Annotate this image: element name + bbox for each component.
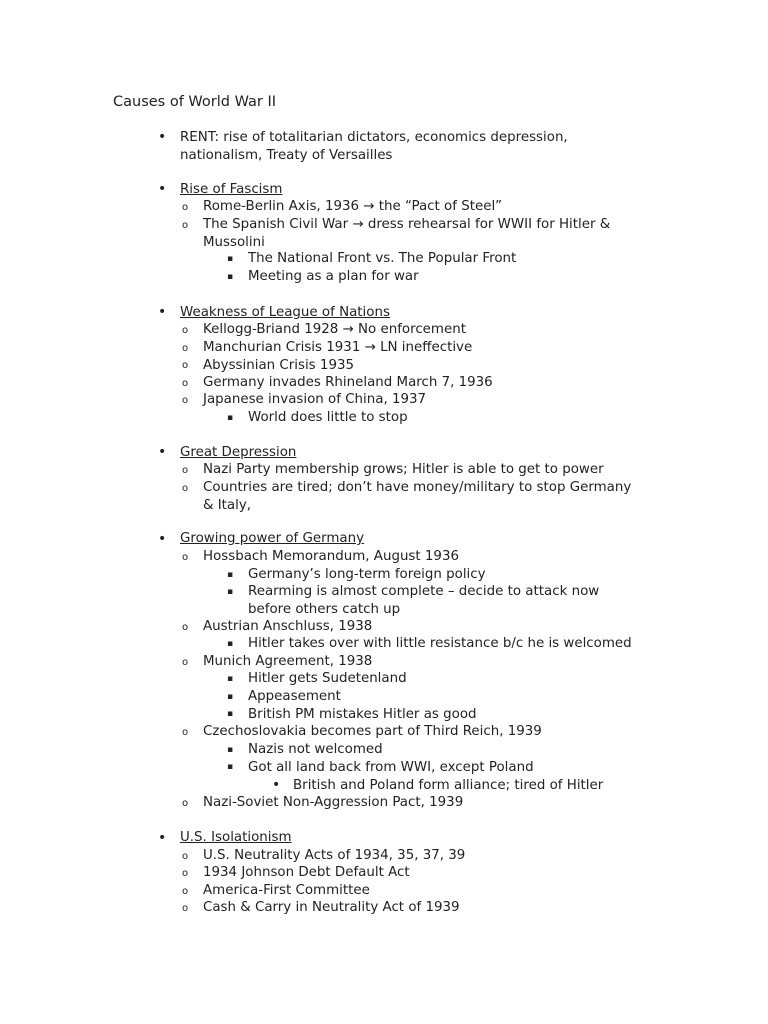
- bullet-level2: o: [182, 343, 189, 354]
- bullet-level2: o: [182, 868, 189, 879]
- bullet-level2: o: [182, 622, 189, 633]
- bullet-level2: o: [182, 325, 189, 336]
- section-heading-germany: Growing power of Germany: [180, 531, 365, 546]
- list-item: Nazi Party membership grows; Hitler is able to get to power: [203, 462, 604, 477]
- list-item: Countries are tired; don’t have money/military to stop Germany: [203, 480, 632, 495]
- list-item-cont: Mussolini: [203, 235, 265, 250]
- list-item: Japanese invasion of China, 1937: [203, 392, 427, 407]
- bullet-level3: ▪: [227, 674, 234, 684]
- bullet-level1: •: [158, 129, 167, 145]
- sub-item-cont: before others catch up: [248, 602, 401, 617]
- sub-item: British PM mistakes Hitler as good: [248, 707, 477, 722]
- bullet-level1: •: [158, 444, 167, 460]
- bullet-level2: o: [182, 220, 189, 231]
- bullet-level2: o: [182, 851, 189, 862]
- sub-item: The National Front vs. The Popular Front: [248, 251, 517, 266]
- bullet-level1: •: [158, 830, 167, 846]
- sub-sub-item: British and Poland form alliance; tired of Hitler: [293, 778, 604, 793]
- bullet-level2: o: [182, 483, 189, 494]
- section-heading-fascism: Rise of Fascism: [180, 182, 283, 197]
- bullet-level1: •: [158, 531, 167, 547]
- section-heading-isolationism: U.S. Isolationism: [180, 830, 292, 845]
- bullet-level2: o: [182, 552, 189, 563]
- list-item: Nazi-Soviet Non-Aggression Pact, 1939: [203, 795, 464, 810]
- sub-item: Rearming is almost complete – decide to attack now: [248, 584, 600, 599]
- bullet-level2: o: [182, 798, 189, 809]
- list-item: Abyssinian Crisis 1935: [203, 358, 354, 373]
- list-item: Austrian Anschluss, 1938: [203, 619, 373, 634]
- bullet-level2: o: [182, 465, 189, 476]
- bullet-level2: o: [182, 395, 189, 406]
- list-item-cont: & Italy,: [203, 498, 252, 513]
- bullet-level2: o: [182, 903, 189, 914]
- sub-item: Nazis not welcomed: [248, 742, 383, 757]
- list-item: Cash & Carry in Neutrality Act of 1939: [203, 900, 460, 915]
- sub-item: Hitler takes over with little resistance b/c he is welcomed: [248, 636, 632, 651]
- bullet-level1: •: [158, 181, 167, 197]
- bullet-level2: o: [182, 657, 189, 668]
- bullet-level3: ▪: [227, 762, 234, 772]
- bullet-level3: ▪: [227, 587, 234, 597]
- list-item: The Spanish Civil War → dress rehearsal for WWII for Hitler &: [203, 217, 611, 232]
- sub-item: Got all land back from WWI, except Poland: [248, 760, 534, 775]
- bullet-level3: ▪: [227, 709, 234, 719]
- list-item: Rome-Berlin Axis, 1936 → the “Pact of Steel”: [203, 199, 503, 214]
- bullet-level1: •: [158, 304, 167, 320]
- list-item: Kellogg-Briand 1928 → No enforcement: [203, 322, 466, 337]
- bullet-level3: ▪: [227, 639, 234, 649]
- document-title: Causes of World War II: [113, 94, 277, 110]
- bullet-level3: ▪: [227, 692, 234, 702]
- bullet-level4: •: [272, 777, 281, 793]
- sub-item: Appeasement: [248, 689, 341, 704]
- bullet-level3: ▪: [227, 254, 234, 264]
- bullet-level2: o: [182, 886, 189, 897]
- sub-item: Hitler gets Sudetenland: [248, 671, 407, 686]
- section-heading-league: Weakness of League of Nations: [180, 305, 390, 320]
- rent-summary-line2: nationalism, Treaty of Versailles: [180, 148, 393, 163]
- list-item: U.S. Neutrality Acts of 1934, 35, 37, 39: [203, 848, 466, 863]
- bullet-level2: o: [182, 727, 189, 738]
- sub-item: Meeting as a plan for war: [248, 269, 419, 284]
- sub-item: World does little to stop: [248, 410, 408, 425]
- list-item: Munich Agreement, 1938: [203, 654, 373, 669]
- section-heading-depression: Great Depression: [180, 445, 297, 460]
- bullet-level3: ▪: [227, 570, 234, 580]
- sub-item: Germany’s long-term foreign policy: [248, 567, 486, 582]
- list-item: Germany invades Rhineland March 7, 1936: [203, 375, 493, 390]
- list-item: Czechoslovakia becomes part of Third Reich, 1939: [203, 724, 542, 739]
- list-item: 1934 Johnson Debt Default Act: [203, 865, 410, 880]
- list-item: Manchurian Crisis 1931 → LN ineffective: [203, 340, 473, 355]
- bullet-level3: ▪: [227, 745, 234, 755]
- list-item: America-First Committee: [203, 883, 370, 898]
- list-item: Hossbach Memorandum, August 1936: [203, 549, 459, 564]
- rent-summary-line1: RENT: rise of totalitarian dictators, economics depression,: [180, 130, 568, 145]
- bullet-level2: o: [182, 202, 189, 213]
- bullet-level2: o: [182, 378, 189, 389]
- bullet-level2: o: [182, 360, 189, 371]
- bullet-level3: ▪: [227, 413, 234, 423]
- bullet-level3: ▪: [227, 272, 234, 282]
